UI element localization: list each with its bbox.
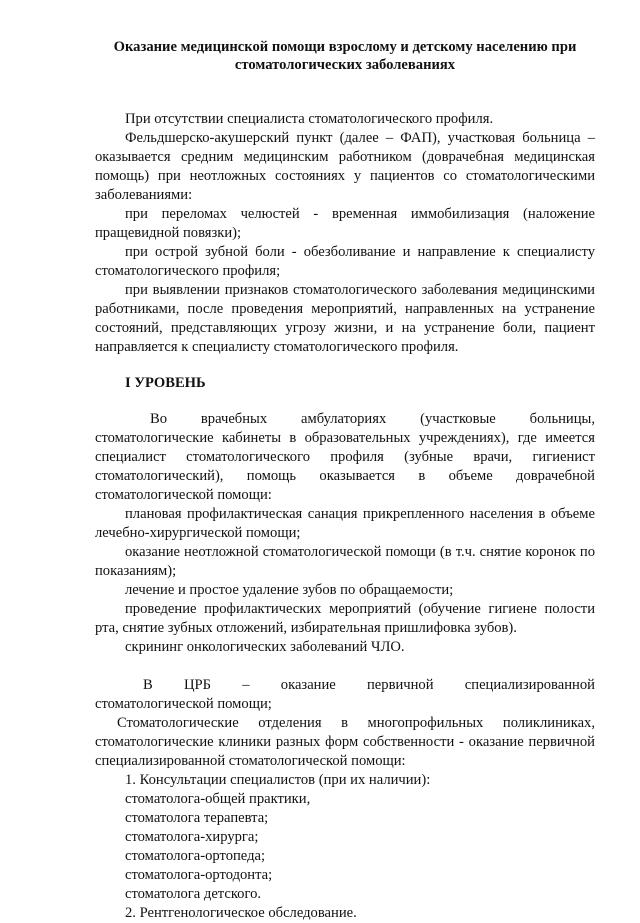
paragraph-toothache: при острой зубной боли - обезболивание и направление к специалисту стоматологического профиля; [95, 244, 595, 279]
crb-word: первичной [367, 677, 434, 693]
crb-word: – [242, 677, 250, 693]
paragraph-screening: скрининг онкологических заболеваний ЧЛО. [125, 639, 405, 655]
list-xray: 2. Рентгенологическое обследование. [125, 905, 357, 921]
list-item: стоматолога-хирурга; [125, 829, 259, 845]
paragraph-crb-line [95, 676, 595, 695]
paragraph-crb-rest: стоматологической помощи; [95, 696, 272, 712]
list-item: стоматолога-ортодонта; [125, 867, 273, 883]
list-item: стоматолога-ортопеда; [125, 848, 266, 864]
paragraph-fractures: при переломах челюстей - временная иммобилизация (наложение пращевидной повязки); [95, 206, 595, 241]
list-item: стоматолога-общей практики, [125, 791, 311, 807]
document-title: Оказание медицинской помощи взрослому и детскому населению при стоматологических заболеваниях [113, 39, 577, 73]
paragraph-prevention: проведение профилактических мероприятий (обучение гигиене полости рта, снятие зубных отложений, избирательная пришлифовка зубов). [95, 601, 595, 636]
level-heading: I УРОВЕНЬ [125, 375, 206, 391]
crb-word: специализированной [464, 677, 595, 693]
crb-word: ЦРБ [183, 677, 212, 693]
paragraph-dental-departments: Стоматологические отделения в многопрофильных поликлиниках, стоматологические клиники разных форм собственности - оказание первичной специализированной стоматологической помощи: [95, 715, 595, 769]
document-page [95, 38, 595, 923]
paragraph-emergency-care: оказание неотложной стоматологической помощи (в т.ч. снятие коронок по показаниям); [95, 544, 595, 579]
paragraph-ambulatories: Во врачебных амбулаториях (участковые больницы, стоматологические кабинеты в образовательных учреждениях), где имеется специалист стоматологического профиля (зубные врачи, гигиенист стоматологический), помощь оказывается в объеме доврачебной стоматологической помощи: [95, 411, 595, 503]
list-consultations: 1. Консультации специалистов (при их наличии): [125, 772, 431, 788]
list-item: стоматолога детского. [125, 886, 262, 902]
paragraph-fap: Фельдшерско-акушерский пункт (далее – ФАП), участковая больница – оказывается средним медицинским работником (доврачебная медицинская помощь) при неотложных состояниях у пациентов со стоматологическими заболеваниями: [95, 130, 595, 203]
paragraph-no-specialist: При отсутствии специалиста стоматологического профиля. [125, 111, 494, 127]
crb-word: В [143, 677, 153, 693]
paragraph-referral: при выявлении признаков стоматологического заболевания медицинскими работниками, после проведения мероприятий, направленных на устранение состояний, представляющих угрозу жизни, и на устранение боли, пациент направляется к специалисту стоматологического профиля. [95, 282, 595, 355]
paragraph-treatment: лечение и простое удаление зубов по обращаемости; [125, 582, 454, 598]
list-item: стоматолога терапевта; [125, 810, 269, 826]
crb-word: оказание [280, 677, 336, 693]
paragraph-sanation: плановая профилактическая санация прикрепленного населения в объеме лечебно-хирургической помощи; [95, 506, 595, 541]
